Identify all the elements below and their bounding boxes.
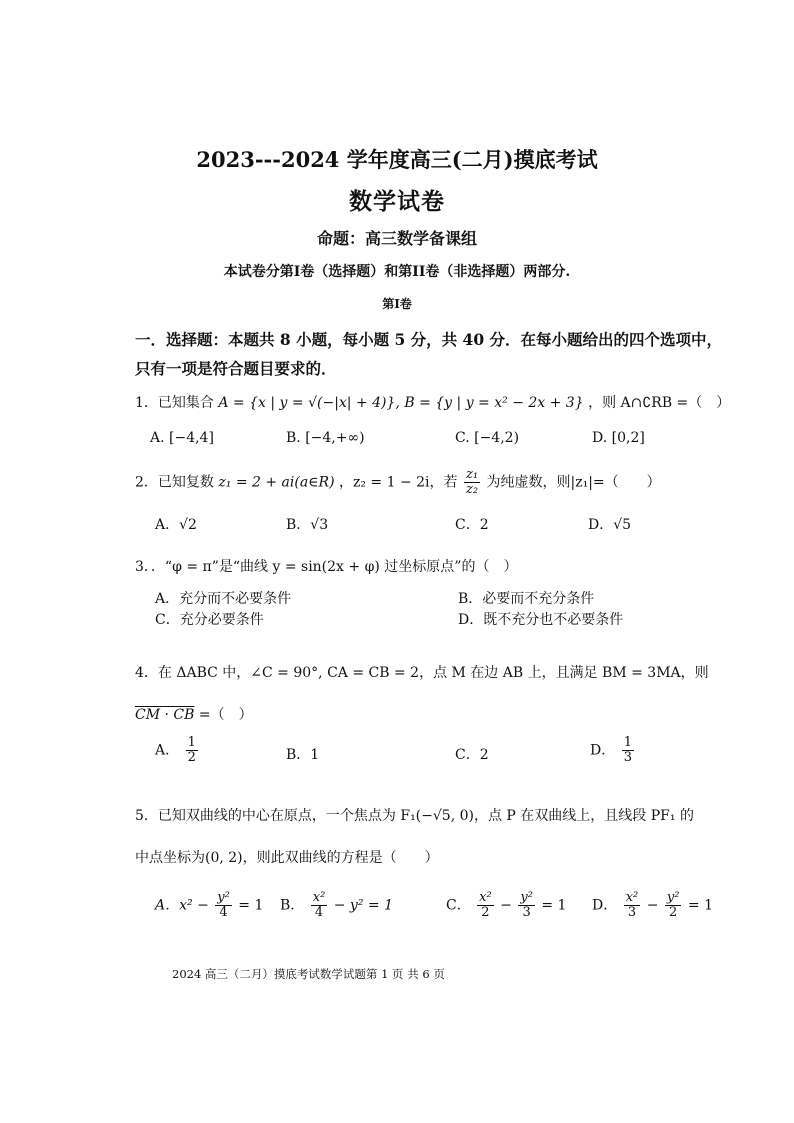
q5-option-c-num-2: y² bbox=[520, 890, 533, 905]
q5-option-c-label: C． bbox=[446, 897, 471, 914]
q3-option-d: D．既不充分也不必要条件 bbox=[458, 612, 624, 628]
q5-option-b-fraction bbox=[311, 891, 328, 920]
q1-option-a: A. [−4,4] bbox=[150, 430, 214, 446]
q4-option-a bbox=[155, 736, 200, 765]
q4-option-d bbox=[590, 736, 636, 765]
q5-option-d-fraction-1 bbox=[624, 891, 641, 920]
q5-option-d-minus: − bbox=[646, 897, 659, 914]
q4-option-a-fraction bbox=[186, 736, 198, 765]
q4-option-b: B．1 bbox=[286, 747, 320, 763]
q1-option-b: B. [−4,+∞) bbox=[286, 430, 365, 446]
q5-option-d-den-2: 2 bbox=[669, 905, 678, 920]
q5-option-c-fraction-2 bbox=[518, 891, 535, 920]
page-footer: 2024 高三（二月）摸底考试数学试题第 1 页 共 6 页 bbox=[172, 967, 445, 981]
q4-line2-tail: =（ ） bbox=[198, 707, 253, 723]
q1-option-c: C. [−4,2) bbox=[455, 430, 520, 446]
q4-option-d-fraction bbox=[622, 736, 634, 765]
q5-option-d-label: D． bbox=[592, 897, 618, 914]
q5-option-d bbox=[592, 891, 713, 920]
q4-option-d-label: D． bbox=[590, 742, 616, 759]
question-2 bbox=[135, 468, 661, 497]
q5-option-c-num-1: x² bbox=[479, 890, 492, 905]
q5-option-b-num: x² bbox=[312, 890, 326, 905]
question-5-line2: 中点坐标为(0, 2)，则此双曲线的方程是（ ） bbox=[135, 850, 439, 866]
q2-option-d: D．√5 bbox=[588, 517, 632, 533]
volume-label: 第I卷 bbox=[382, 297, 412, 311]
q4-option-a-num: 1 bbox=[187, 735, 196, 750]
q5-option-c-den-2: 3 bbox=[522, 905, 531, 920]
exam-title: 2023---2024 学年度高三(二月)摸底考试 bbox=[196, 147, 598, 172]
q5-option-a bbox=[155, 891, 263, 920]
q2-z1: z₁ = 2 + ai(a∈R) bbox=[218, 474, 335, 491]
q3-option-c: C．充分必要条件 bbox=[155, 612, 264, 628]
q2-option-c: C．2 bbox=[455, 517, 489, 533]
q5-option-c-den-1: 2 bbox=[481, 905, 490, 920]
question-5-line1: 5．已知双曲线的中心在原点，一个焦点为 F₁(−√5, 0)，点 P 在双曲线上，且线段 PF₁ 的 bbox=[135, 808, 694, 824]
question-4-line1: 4．在 ΔABC 中，∠C = 90°, CA = CB = 2，点 M 在边 AB 上，且满足 BM = 3MA，则 bbox=[135, 665, 709, 681]
q4-option-a-label: A． bbox=[155, 742, 180, 759]
q5-option-a-num: y² bbox=[217, 890, 230, 905]
q2-option-b: B．√3 bbox=[286, 517, 329, 533]
q4-option-d-den: 3 bbox=[623, 750, 632, 765]
q5-option-a-tail: = 1 bbox=[238, 897, 264, 914]
q1-set-a: A = {x | y = √(−|x| + 4)} bbox=[218, 395, 396, 411]
q1-prefix: 1．已知集合 bbox=[135, 395, 214, 411]
question-4-line2 bbox=[135, 704, 253, 724]
q4-option-c: C．2 bbox=[455, 747, 489, 763]
exam-author: 命题：高三数学备课组 bbox=[316, 229, 477, 248]
q5-option-a-label: A．x² − bbox=[155, 897, 209, 914]
q5-option-c-fraction-1 bbox=[477, 891, 494, 920]
q5-option-b-den: 4 bbox=[314, 905, 324, 920]
q5-option-b-label: B． bbox=[280, 897, 305, 914]
q2-option-a: A．√2 bbox=[155, 517, 197, 533]
exam-subtitle: 数学试卷 bbox=[349, 188, 445, 215]
q4-option-d-num: 1 bbox=[623, 735, 632, 750]
q1-tail: ，则 A∩∁RB =（ ） bbox=[588, 395, 731, 411]
q5-option-c bbox=[446, 891, 566, 920]
q5-option-d-fraction-2 bbox=[665, 891, 682, 920]
q5-option-d-tail: = 1 bbox=[687, 897, 713, 914]
section-heading-line1: 一．选择题：本题共 8 小题，每小题 5 分，共 40 分．在每小题给出的四个选项中， bbox=[135, 330, 723, 349]
q3-option-a: A．充分而不必要条件 bbox=[155, 591, 292, 607]
q2-fraction bbox=[464, 468, 480, 497]
q1-set-b: , B = {y | y = x² − 2x + 3} bbox=[395, 395, 584, 411]
q2-frac-num: z₁ bbox=[465, 467, 479, 482]
q1-option-d: D. [0,2] bbox=[592, 430, 645, 446]
q5-option-a-den: 4 bbox=[219, 905, 228, 920]
q2-frac-den: z₂ bbox=[465, 482, 479, 497]
question-3: 3．．“φ = π”是“曲线 y = sin(2x + φ) 过坐标原点”的（ ） bbox=[135, 559, 518, 575]
q5-option-b-tail: − y² = 1 bbox=[333, 897, 393, 914]
q2-mid: ，z₂ = 1 − 2i，若 bbox=[338, 474, 458, 491]
q3-option-b: B．必要而不充分条件 bbox=[458, 591, 595, 607]
q5-option-c-tail: = 1 bbox=[541, 897, 567, 914]
q5-option-d-num-2: y² bbox=[666, 890, 680, 905]
section-heading-line2: 只有一项是符合题目要求的． bbox=[135, 359, 337, 378]
q5-option-c-minus: − bbox=[500, 897, 512, 914]
exam-instruction: 本试卷分第I卷（选择题）和第II卷（非选择题）两部分. bbox=[223, 264, 571, 280]
q5-option-d-num-1: x² bbox=[625, 890, 639, 905]
q4-vector-product: CM · CB bbox=[135, 707, 195, 723]
q2-prefix: 2．已知复数 bbox=[135, 474, 214, 491]
q5-option-a-fraction bbox=[215, 891, 232, 920]
q5-option-d-den-1: 3 bbox=[627, 905, 637, 920]
q5-option-b bbox=[280, 891, 393, 920]
question-1 bbox=[135, 392, 730, 412]
q2-tail: 为纯虚数，则|z₁|=（ ） bbox=[486, 474, 661, 491]
q4-option-a-den: 2 bbox=[187, 750, 196, 765]
